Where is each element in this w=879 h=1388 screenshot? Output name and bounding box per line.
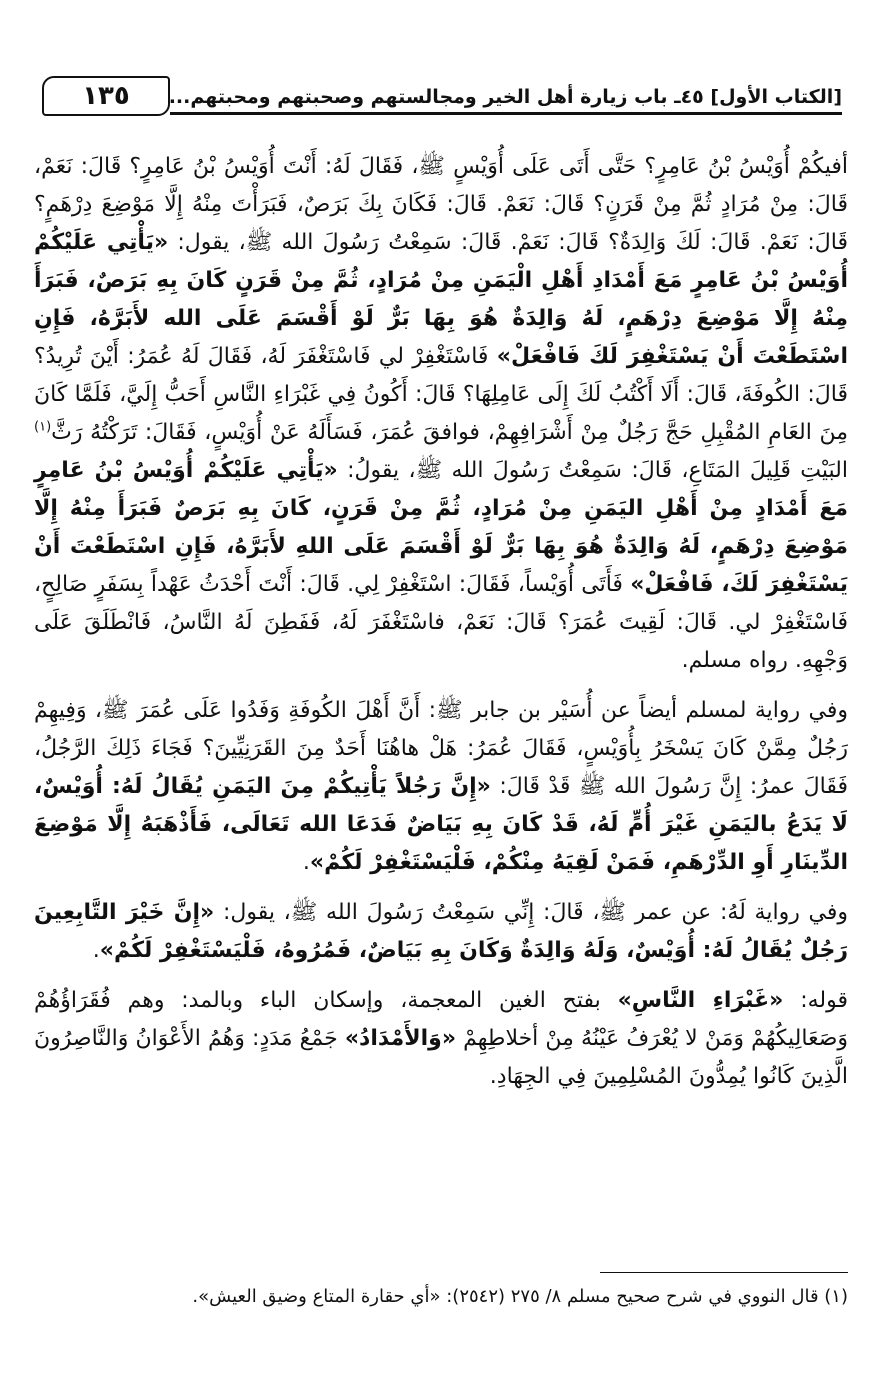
text-run: قوله: bbox=[783, 988, 848, 1013]
footnote-divider bbox=[600, 1272, 848, 1273]
paragraph bbox=[34, 982, 848, 1096]
hadith-quote: «يَأْتِي عَلَيْكُمْ أُوَيْسُ بْنُ عَامِرٍ مَعَ أَمْدَادِ أَهْلِ الْيَمَنِ مِنْ مُرَادٍ، ثُمَّ مِنْ قَرَنٍ كَانَ بِهِ بَرَصٌ، فَبَرَأَ مِنْهُ إِلَّا مَوْضِعَ دِرْهَمٍ، لَهُ وَالِدَةٌ هُوَ بِهَا بَرٌّ لَوْ أَقْسَمَ عَلَى الله لأَبَرَّهُ، فَإِنِ اسْتَطَعْتَ أَنْ يَسْتَغْفِرَ لَكَ فَافْعَلْ» bbox=[34, 230, 848, 369]
hadith-quote: «يَأْتِي عَلَيْكُمْ أُوَيْسُ بْنُ عَامِرٍ مَعَ أَمْدَادٍ مِنْ أَهْلِ اليَمَنِ مِنْ مُرَادٍ، ثُمَّ مِنْ قَرَنٍ، كَانَ بِهِ بَرَصٌ فَبَرَأَ مِنْهُ إِلَّا مَوْضِعَ دِرْهَمٍ، لَهُ وَالِدَةٌ هُوَ بِهَا بَرٌّ لَوْ أَقْسَمَ عَلَى اللهِ لأَبَرَّهُ، فَإِنِ اسْتَطَعْتَ أَنْ يَسْتَغْفِرَ لَكَ، فَافْعَلْ» bbox=[34, 458, 849, 597]
running-title: [الكتاب الأول] ٤٥ـ باب زيارة أهل الخير ومجالستهم وصحبتهم ومحبتهم... bbox=[168, 86, 842, 108]
page-number: ١٣٥ bbox=[42, 76, 170, 116]
text-run: . bbox=[92, 938, 100, 963]
text-run: البَيْتِ قَلِيلَ المَتَاعِ، قَالَ: سَمِعْتُ رَسُولَ الله ﷺ، يقولُ: bbox=[337, 458, 848, 483]
footnote-marker: (١) bbox=[34, 419, 52, 435]
text-run: . bbox=[302, 850, 310, 875]
main-text bbox=[34, 148, 848, 1108]
hadith-quote: «إِنَّ رَجُلاً يَأْتِيكُمْ مِنَ اليَمَنِ يُقَالُ لَهُ: أُوَيْسٌ، لَا يَدَعُ باليَمَنِ غَيْرَ أُمٍّ لَهُ، قَدْ كَانَ بِهِ بَيَاضٌ فَدَعَا الله تَعَالَى، فَأَذْهَبَهُ إِلَّا مَوْضِعَ الدِّينَارِ أَوِ الدِّرْهَمِ، فَمَنْ لَقِيَهُ مِنْكُمْ، فَلْيَسْتَغْفِرْ لَكُمْ» bbox=[34, 774, 848, 875]
text-run: جَمْعُ مَدَدٍ: وَهُمُ الأَعْوَانُ وَالنَّاصِرُونَ الَّذِينَ كَانُوا يُمِدُّونَ المُسْلِمِينَ فِي الجِهَادِ. bbox=[34, 1026, 848, 1089]
hadith-quote: «وَالأَمْدَادُ» bbox=[344, 1026, 457, 1051]
text-run: وفي رواية لمسلم أيضاً عن أُسَيْر بن جابر ﷺ: أَنَّ أَهْلَ الكُوفَةِ وَفَدُوا عَلَى عُمَرَ ﷺ، وَفِيهِمْ رَجُلٌ مِمَّنْ كَانَ يَسْخَرُ بِأُوَيْسٍ، فَقَالَ عُمَرُ: هَلْ هاهُنَا أَحَدٌ مِنَ القَرَنِيِّينَ؟ فَجَاءَ ذَلِكَ الرَّجُلُ، فَقَالَ عمرُ: إِنَّ رَسُولَ الله ﷺ قَدْ قَالَ: bbox=[34, 698, 848, 799]
text-run: وفي رواية لَهُ: عن عمر ﷺ، قَالَ: إِنِّي سَمِعْتُ رَسُولَ الله ﷺ، يقول: bbox=[214, 900, 848, 925]
hadith-quote: «غَبْرَاءِ النَّاسِ» bbox=[617, 988, 784, 1013]
paragraph bbox=[34, 148, 848, 680]
text-run: فَأَتَى أُوَيْساً، فَقَالَ: اسْتَغْفِرْ لِي. قَالَ: أَنْتَ أَحْدَثُ عَهْداً بِسَفَرٍ صَالِحٍ، فَاسْتَغْفِرْ لي. قَالَ: لَقِيتَ عُمَرَ؟ قَالَ: نَعَمْ، فاسْتَغْفَرَ لَهُ، فَفَطِنَ لَهُ النَّاسُ، فَانْطَلَقَ عَلَى وَجْهِهِ. رواه مسلم. bbox=[34, 572, 848, 673]
text-run: أفيكُمْ أُوَيْسُ بْنُ عَامِرٍ؟ حَتَّى أَتَى عَلَى أُوَيْسٍ ﷺ، فَقَالَ لَهُ: أَنْتَ أُوَيْسُ بْنُ عَامِرٍ؟ قَالَ: نَعَمْ، قَالَ: مِنْ مُرَادٍ ثُمَّ مِنْ قَرَنٍ؟ قَالَ: نَعَمْ. قَالَ: فَكَانَ بِكَ بَرَصٌ، فَبَرَأْتَ مِنْهُ إِلَّا مَوْضِعَ دِرْهَمٍ؟ قَالَ: نَعَمْ. قَالَ: لَكَ وَالِدَةٌ؟ قَالَ: نَعَمْ. قَالَ: سَمِعْتُ رَسُولَ الله ﷺ، يقول: bbox=[34, 154, 848, 255]
footnote: (١) قال النووي في شرح صحيح مسلم ٨/ ٢٧٥ (٢٥٤٢): «أي حقارة المتاع وضيق العيش». bbox=[192, 1286, 848, 1307]
hadith-quote: «إِنَّ خَيْرَ التَّابِعِينَ رَجُلٌ يُقَالُ لَهُ: أُوَيْسٌ، وَلَهُ وَالِدَةٌ وَكَانَ بِهِ بَيَاضٌ، فَمُرُوهُ، فَلْيَسْتَغْفِرْ لَكُمْ» bbox=[34, 900, 848, 963]
text-run: بفتح الغين المعجمة، وإسكان الباء وبالمد: وهم فُقَرَاؤُهُمْ وَصَعَالِيكُهُمْ وَمَنْ لا يُعْرَفُ عَيْنُهُ مِنْ أخلاطِهِمْ bbox=[34, 988, 849, 1051]
paragraph bbox=[34, 894, 848, 970]
page-header bbox=[42, 72, 842, 120]
text-run: فَاسْتَغْفِرْ لي فَاسْتَغْفَرَ لَهُ، فَقَالَ لَهُ عُمَرُ: أَيْنَ تُرِيدُ؟ قَالَ: الكُوفَةَ، قَالَ: أَلَا أَكْتُبُ لَكَ إِلَى عَامِلِهَا؟ قَالَ: أَكُونُ فِي غَبْرَاءِ النَّاسِ أَحَبُّ إِلَيَّ، فَلَمَّا كَانَ مِنَ العَامِ المُقْبِلِ حَجَّ رَجُلٌ مِنْ أَشْرَافِهِمْ، فوافقَ عُمَرَ، فَسَأَلَهُ عَنْ أُوَيْسٍ، فَقَالَ: تَرَكْتُهُ رَثَّ bbox=[34, 344, 848, 445]
paragraph bbox=[34, 692, 848, 882]
header-rule bbox=[170, 112, 842, 115]
